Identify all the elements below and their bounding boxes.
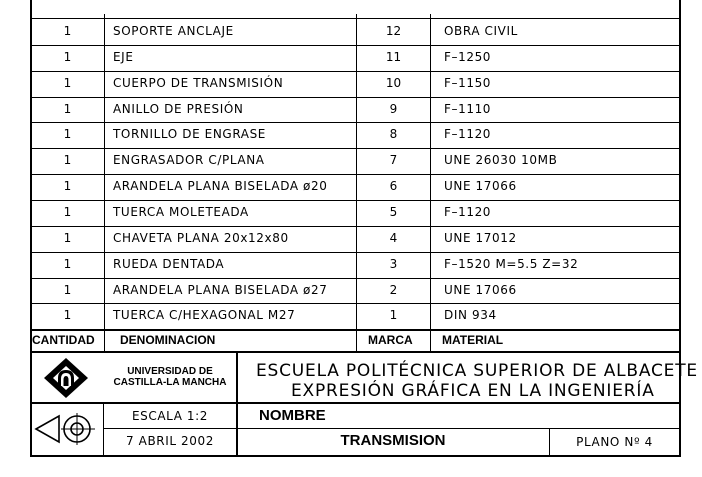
header-bottom-line xyxy=(30,351,681,353)
row-material: UNE 17066 xyxy=(444,283,517,297)
first-angle-projection-icon xyxy=(33,408,99,450)
frame-left xyxy=(30,0,32,457)
university-name-line2: CASTILLA-LA MANCHA xyxy=(113,377,227,388)
university-logo-icon xyxy=(42,356,90,400)
row-material: UNE 17066 xyxy=(444,179,517,193)
row-marca: 4 xyxy=(389,231,398,245)
col-sep-1 xyxy=(104,14,105,352)
title-hline-2 xyxy=(104,428,681,429)
row-denominacion: RUEDA DENTADA xyxy=(113,257,225,271)
drawing-title: TRANSMISION xyxy=(340,432,446,449)
row-denominacion: ANILLO DE PRESIÓN xyxy=(113,102,244,116)
row-material: F–1120 xyxy=(444,127,492,141)
frame-right xyxy=(679,0,681,457)
header-marca: MARCA xyxy=(368,333,413,347)
header-material: MATERIAL xyxy=(442,333,504,347)
row-cantidad: 1 xyxy=(63,127,72,141)
row-denominacion: ARANDELA PLANA BISELADA ø20 xyxy=(113,179,328,193)
row-material: F–1150 xyxy=(444,76,492,90)
row-cantidad: 1 xyxy=(63,24,72,38)
row-material: UNE 17012 xyxy=(444,231,517,245)
row-marca: 9 xyxy=(389,102,398,116)
school-title: ESCUELA POLITÉCNICA SUPERIOR DE ALBACETE xyxy=(256,361,698,381)
row-cantidad: 1 xyxy=(63,205,72,219)
row-marca: 2 xyxy=(389,283,398,297)
row-marca: 1 xyxy=(389,308,398,322)
row-cantidad: 1 xyxy=(63,308,72,322)
row-cantidad: 1 xyxy=(63,231,72,245)
row-marca: 10 xyxy=(385,76,402,90)
row-marca: 8 xyxy=(389,127,398,141)
name-label: NOMBRE xyxy=(259,407,326,424)
row-cantidad: 1 xyxy=(63,283,72,297)
row-material: OBRA CIVIL xyxy=(444,24,518,38)
row-marca: 3 xyxy=(389,257,398,271)
department-title: EXPRESIÓN GRÁFICA EN LA INGENIERÍA xyxy=(291,381,655,401)
row-cantidad: 1 xyxy=(63,179,72,193)
row-marca: 6 xyxy=(389,179,398,193)
row-denominacion: TUERCA MOLETEADA xyxy=(113,205,249,219)
row-material: DIN 934 xyxy=(444,308,497,322)
row-denominacion: TUERCA C/HEXAGONAL M27 xyxy=(113,308,296,322)
row-material: F–1110 xyxy=(444,102,492,116)
row-denominacion: TORNILLO DE ENGRASE xyxy=(113,127,266,141)
row-cantidad: 1 xyxy=(63,50,72,64)
row-cantidad: 1 xyxy=(63,76,72,90)
header-top-line xyxy=(30,329,681,331)
title-hline-1 xyxy=(30,402,681,404)
header-cantidad: CANTIDAD xyxy=(32,333,95,347)
row-marca: 12 xyxy=(385,24,402,38)
sheet-number: PLANO Nº 4 xyxy=(576,435,653,449)
col-sep-3 xyxy=(430,14,431,352)
row-denominacion: SOPORTE ANCLAJE xyxy=(113,24,234,38)
header-denominacion: DENOMINACION xyxy=(120,333,216,347)
row-cantidad: 1 xyxy=(63,257,72,271)
row-material: UNE 26030 10MB xyxy=(444,153,558,167)
row-material: F–1250 xyxy=(444,50,492,64)
frame-bottom xyxy=(30,455,681,457)
scale-label: ESCALA 1:2 xyxy=(131,409,209,423)
row-marca: 11 xyxy=(385,50,402,64)
university-name-line1: UNIVERSIDAD DE xyxy=(127,366,213,377)
row-denominacion: ENGRASADOR C/PLANA xyxy=(113,153,265,167)
row-cantidad: 1 xyxy=(63,153,72,167)
row-material: F–1520 M=5.5 Z=32 xyxy=(444,257,579,271)
row-denominacion: ARANDELA PLANA BISELADA ø27 xyxy=(113,283,328,297)
row-denominacion: CHAVETA PLANA 20x12x80 xyxy=(113,231,289,245)
row-material: F–1120 xyxy=(444,205,492,219)
row-marca: 7 xyxy=(389,153,398,167)
row-marca: 5 xyxy=(389,205,398,219)
date-label: 7 ABRIL 2002 xyxy=(125,434,214,448)
row-denominacion: CUERPO DE TRANSMISIÓN xyxy=(113,76,284,90)
row-cantidad: 1 xyxy=(63,102,72,116)
row-denominacion: EJE xyxy=(113,50,134,64)
